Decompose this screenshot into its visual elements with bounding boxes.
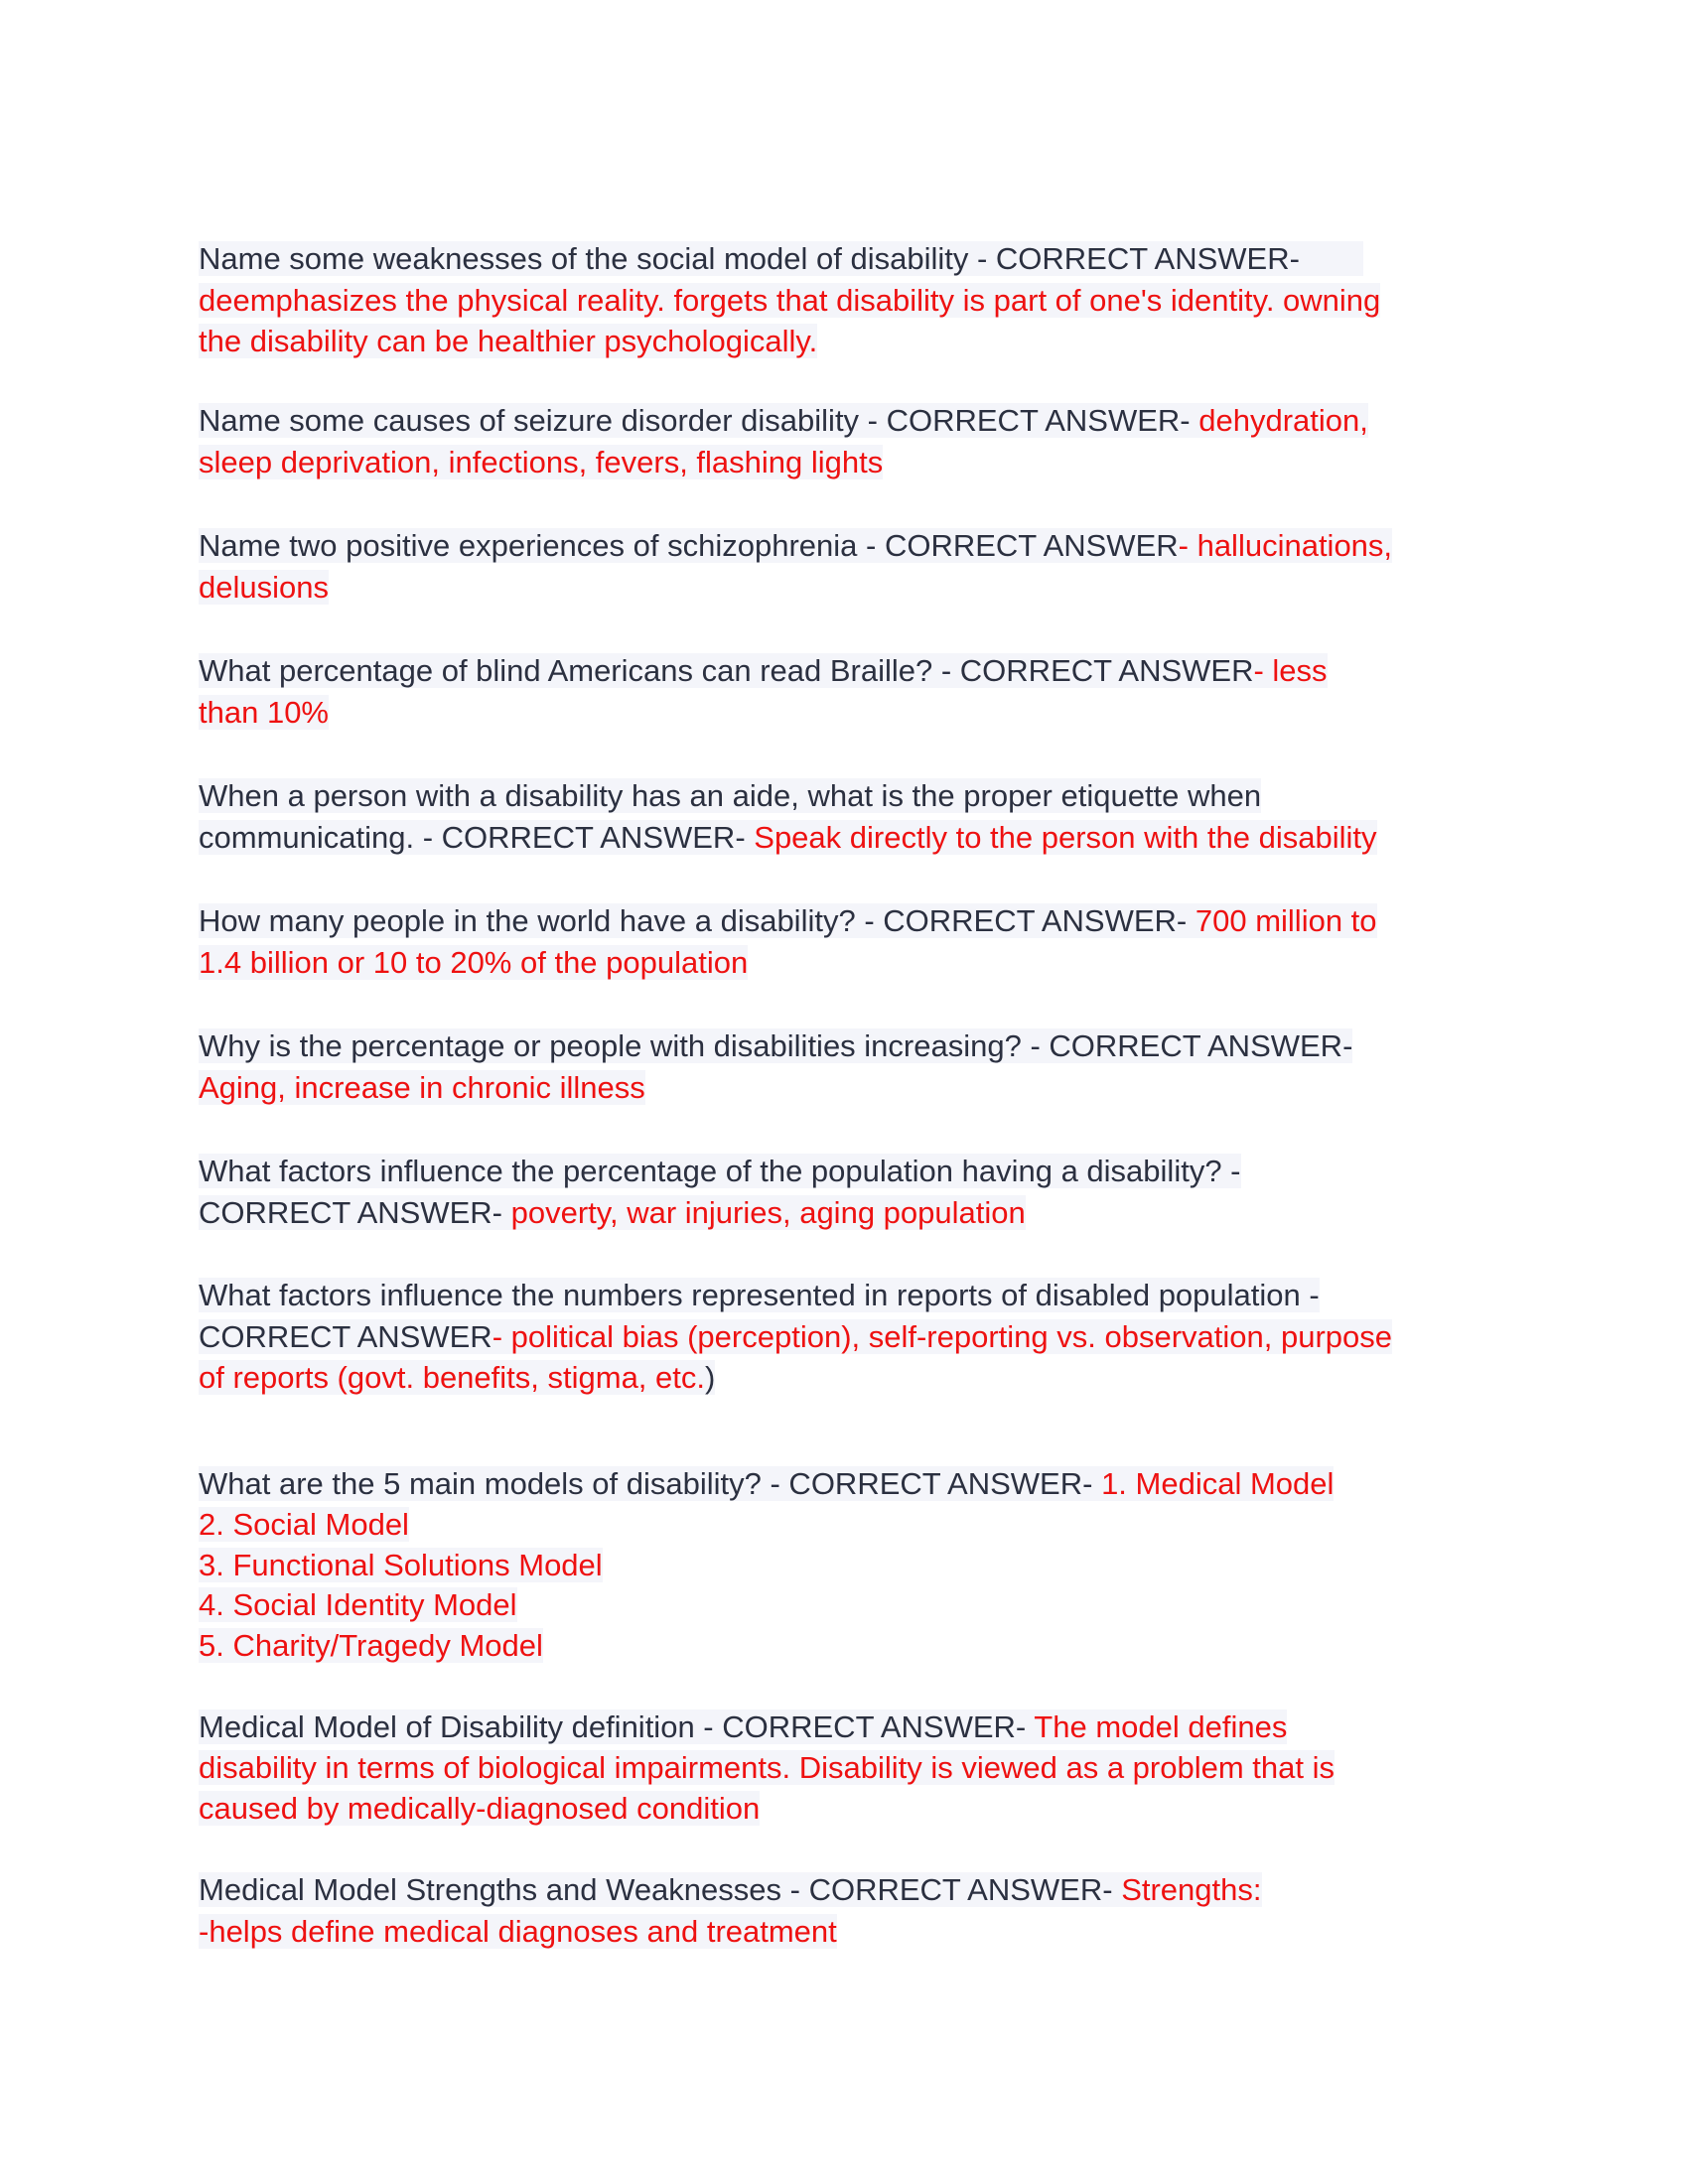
answer-text: -helps define medical diagnoses and treatment: [199, 1913, 837, 1949]
qa-line: [199, 1748, 1499, 1789]
qa-item: [199, 1025, 1499, 1108]
answer-text: the disability can be healthier psychologically.: [199, 324, 818, 358]
answer-text: delusions: [199, 569, 329, 605]
answer-text: sleep deprivation, infections, fevers, flashing lights: [199, 444, 884, 479]
qa-line: [199, 280, 1499, 322]
qa-item: [199, 1275, 1499, 1399]
qa-item: [199, 400, 1499, 482]
qa-item: [199, 1869, 1499, 1952]
answer-list-item: 4. Social Identity Model: [199, 1587, 517, 1623]
qa-line: [199, 321, 1499, 362]
qa-line: [199, 775, 1499, 817]
qa-line: [199, 1025, 1499, 1067]
answer-text: deemphasizes the physical reality. forgets that disability is part of one's identity. owning: [199, 282, 1381, 318]
qa-line: [199, 1275, 1499, 1316]
answer-text: Strengths:: [1121, 1872, 1262, 1907]
qa-item: [199, 525, 1499, 608]
question-text: When a person with a disability has an aide, what is the proper etiquette when: [199, 778, 1262, 813]
qa-line: [199, 1151, 1499, 1192]
answer-list-item: 5. Charity/Tragedy Model: [199, 1628, 543, 1664]
qa-line: [199, 1707, 1499, 1748]
question-text: Why is the percentage or people with disabilities increasing? - CORRECT ANSWER-: [199, 1028, 1353, 1063]
answer-text: dehydration,: [1198, 403, 1368, 438]
answer-text: 1.4 billion or 10 to 20% of the population: [199, 944, 749, 980]
closing-paren: ): [705, 1360, 716, 1395]
answer-text: - hallucinations,: [1178, 528, 1393, 563]
qa-line: [199, 238, 1499, 280]
qa-line: [199, 1869, 1499, 1911]
qa-line: [199, 400, 1499, 442]
qa-line: [199, 442, 1499, 483]
answer-text: 1. Medical Model: [1101, 1466, 1335, 1501]
question-text: How many people in the world have a disability? - CORRECT ANSWER-: [199, 903, 1196, 938]
qa-line: [199, 1546, 1499, 1586]
qa-line: [199, 1585, 1499, 1626]
answer-text: - political bias (perception), self-reporting vs. observation, purpose: [492, 1318, 1393, 1354]
qa-line: [199, 1357, 1499, 1399]
question-text: Medical Model Strengths and Weaknesses - CORRECT ANSWER-: [199, 1872, 1122, 1907]
answer-list-item: 3. Functional Solutions Model: [199, 1547, 603, 1582]
answer-text: Speak directly to the person with the disability: [754, 819, 1377, 855]
answer-text: - less: [1253, 653, 1328, 688]
question-text: What percentage of blind Americans can read Braille? - CORRECT ANSWER: [199, 653, 1254, 688]
qa-line: [199, 1192, 1499, 1234]
qa-line: [199, 1464, 1499, 1505]
answer-list-item: 2. Social Model: [199, 1506, 409, 1542]
qa-line: [199, 1626, 1499, 1667]
question-text: CORRECT ANSWER: [199, 1318, 492, 1354]
qa-line: [199, 900, 1499, 942]
question-text: What factors influence the percentage of the population having a disability? -: [199, 1154, 1241, 1188]
question-text: What factors influence the numbers represented in reports of disabled population -: [199, 1278, 1320, 1312]
question-text: What are the 5 main models of disability? - CORRECT ANSWER-: [199, 1466, 1102, 1501]
answer-text: disability in terms of biological impairments. Disability is viewed as a problem that is: [199, 1749, 1336, 1785]
question-text: Name some causes of seizure disorder disability - CORRECT ANSWER-: [199, 403, 1199, 438]
answer-text: caused by medically-diagnosed condition: [199, 1790, 761, 1826]
qa-item: [199, 650, 1499, 733]
answer-text: of reports (govt. benefits, stigma, etc.: [199, 1360, 706, 1395]
answer-text: The model defines: [1034, 1709, 1288, 1744]
answer-text: poverty, war injuries, aging population: [510, 1194, 1026, 1230]
qa-line: [199, 525, 1499, 567]
question-text: CORRECT ANSWER-: [199, 1194, 511, 1230]
answer-text: 700 million to: [1195, 903, 1377, 938]
qa-item: [199, 1151, 1499, 1233]
qa-line: [199, 1789, 1499, 1830]
question-text: Name two positive experiences of schizophrenia - CORRECT ANSWER: [199, 528, 1179, 563]
qa-line: [199, 1911, 1499, 1953]
qa-line: [199, 817, 1499, 859]
qa-line: [199, 1067, 1499, 1109]
answer-text: than 10%: [199, 694, 329, 730]
qa-item: [199, 775, 1499, 858]
qa-line: [199, 692, 1499, 734]
qa-item: [199, 1707, 1499, 1829]
answer-text: Aging, increase in chronic illness: [199, 1069, 645, 1105]
qa-item: [199, 900, 1499, 983]
qa-line: [199, 650, 1499, 692]
qa-line: [199, 1505, 1499, 1546]
qa-line: [199, 1316, 1499, 1358]
question-text: Medical Model of Disability definition - CORRECT ANSWER-: [199, 1709, 1035, 1744]
question-text: Name some weaknesses of the social model of disability - CORRECT ANSWER-: [199, 241, 1300, 276]
question-text: communicating. - CORRECT ANSWER-: [199, 819, 755, 855]
qa-item: [199, 1464, 1499, 1667]
qa-item: [199, 238, 1499, 362]
qa-line: [199, 942, 1499, 984]
qa-line: [199, 567, 1499, 609]
